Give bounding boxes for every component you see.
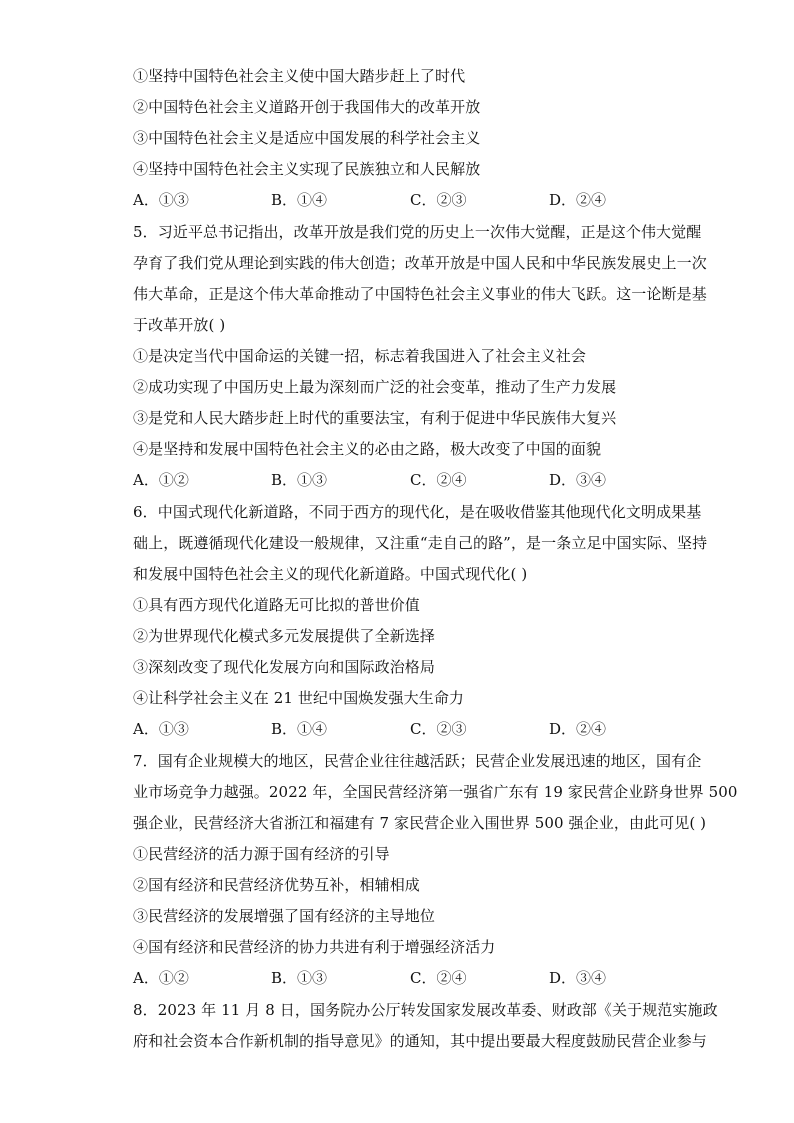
q7-option-b: B．①③ [271,969,328,987]
q6-statement-3: ③深刻改变了现代化发展方向和国际政治格局 [133,658,436,676]
q7-options [133,968,673,988]
q5-statement-4: ④是坚持和发展中国特色社会主义的必由之路，极大改变了中国的面貌 [133,440,602,458]
q4-statement-1: ①坚持中国特色社会主义使中国大踏步赶上了时代 [133,67,466,85]
q5-statement-2: ②成功实现了中国历史上最为深刻而广泛的社会变革，推动了生产力发展 [133,378,617,396]
q6-options [133,719,673,739]
q7-option-a: A．①② [133,969,189,987]
q5-statement-3: ③是党和人民大踏步赶上时代的重要法宝，有利于促进中华民族伟大复兴 [133,409,617,427]
q7-stem-line-1: 7．国有企业规模大的地区，民营企业往往越活跃；民营企业发展迅速的地区，国有企 [133,752,702,770]
q7-statement-4: ④国有经济和民营经济的协力共进有利于增强经济活力 [133,938,496,956]
q5-statement-1: ①是决定当代中国命运的关键一招，标志着我国进入了社会主义社会 [133,347,587,365]
q5-stem-line-3: 伟大革命，正是这个伟大革命推动了中国特色社会主义事业的伟大飞跃。这一论断是基 [133,285,707,303]
q5-option-d: D．③④ [549,471,607,489]
q4-statement-4: ④坚持中国特色社会主义实现了民族独立和人民解放 [133,160,481,178]
q7-option-c: C．②④ [410,969,467,987]
q6-stem-line-3: 和发展中国特色社会主义的现代化新道路。中国式现代化( ) [133,565,528,583]
q4-statement-3: ③中国特色社会主义是适应中国发展的科学社会主义 [133,129,481,147]
q7-statement-2: ②国有经济和民营经济优势互补，相辅相成 [133,876,420,894]
q5-stem-line-1: 5．习近平总书记指出，改革开放是我们党的历史上一次伟大觉醒，正是这个伟大觉醒 [133,223,702,241]
q6-statement-1: ①具有西方现代化道路无可比拟的普世价值 [133,596,420,614]
q6-stem-line-1: 6．中国式现代化新道路，不同于西方的现代化，是在吸收借鉴其他现代化文明成果基 [133,503,702,521]
q7-stem-line-3: 强企业，民营经济大省浙江和福建有 7 家民营企业入围世界 500 强企业，由此可见( ) [133,814,707,832]
q6-statement-4: ④让科学社会主义在 21 世纪中国焕发强大生命力 [133,689,465,707]
q4-options [133,190,673,210]
q8-stem-line-2: 府和社会资本合作新机制的指导意见》的通知，其中提出要最大程度鼓励民营企业参与 [133,1032,707,1050]
q7-statement-1: ①民营经济的活力源于国有经济的引导 [133,845,390,863]
q6-option-d: D．②④ [549,720,607,738]
q5-option-c: C．②④ [410,471,467,489]
q5-option-a: A．①② [133,471,189,489]
q5-option-b: B．①③ [271,471,328,489]
q6-option-b: B．①④ [271,720,328,738]
q6-statement-2: ②为世界现代化模式多元发展提供了全新选择 [133,627,436,645]
q7-stem-line-2: 业市场竞争力越强。2022 年，全国民营经济第一强省广东有 19 家民营企业跻身世界 500 [133,783,738,801]
q8-stem-line-1: 8．2023 年 11 月 8 日，国务院办公厅转发国家发展改革委、财政部《关于规范实施政 [133,1001,718,1019]
q7-option-d: D．③④ [549,969,607,987]
q4-option-a: A．①③ [133,191,189,209]
q4-option-c: C．②③ [410,191,467,209]
q6-option-a: A．①③ [133,720,189,738]
q7-statement-3: ③民营经济的发展增强了国有经济的主导地位 [133,907,436,925]
q5-options [133,470,673,490]
q6-option-c: C．②③ [410,720,467,738]
q4-statement-2: ②中国特色社会主义道路开创于我国伟大的改革开放 [133,98,481,116]
q4-option-b: B．①④ [271,191,328,209]
q4-option-d: D．②④ [549,191,607,209]
q6-stem-line-2: 础上，既遵循现代化建设一般规律，又注重“走自己的路”，是一条立足中国实际、坚持 [133,534,708,552]
q5-stem-line-2: 孕育了我们党从理论到实践的伟大创造；改革开放是中国人民和中华民族发展史上一次 [133,254,707,272]
q5-stem-line-4: 于改革开放( ) [133,316,226,334]
